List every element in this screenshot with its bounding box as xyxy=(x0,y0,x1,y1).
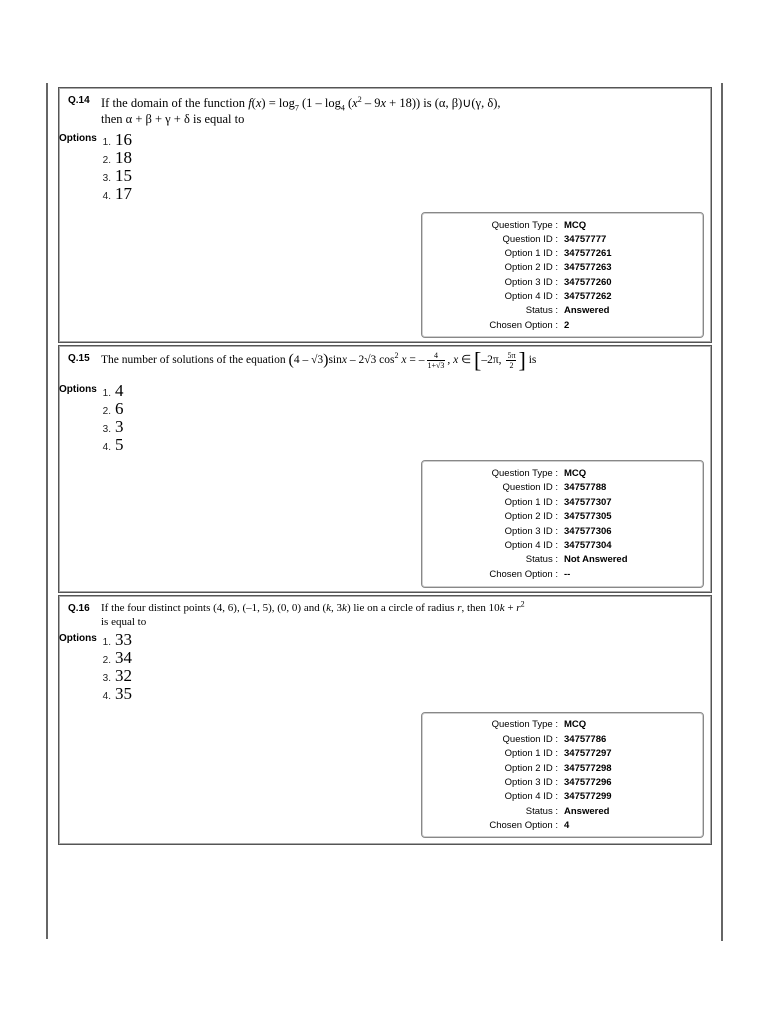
info-option2-id: Option 2 ID : 347577263 xyxy=(504,262,612,273)
question-block-15 xyxy=(58,345,712,593)
info-chosen-option: Chosen Option : 2 xyxy=(489,320,570,331)
info-option1-id: Option 1 ID : 347577307 xyxy=(504,497,612,508)
info-question-type: Question Type : MCQ xyxy=(491,468,587,479)
option-3: 3. 15 xyxy=(102,166,132,185)
page-border-right xyxy=(721,83,723,941)
info-question-type: Question Type : MCQ xyxy=(491,719,587,730)
info-status: Status : Not Answered xyxy=(525,554,628,565)
question-text: If the domain of the function $f(x) = \log_7 (1 - \log_4 (x^2 - 9x + 18))$ is (α, β)∪(γ, δ), then α + β + γ + δ is equal to xyxy=(101,94,501,126)
option-2: 2. 18 xyxy=(102,148,132,167)
option-3: 3. 3 xyxy=(102,417,124,436)
info-status: Status : Answered xyxy=(525,305,610,316)
option-2: 2. 6 xyxy=(102,399,124,418)
question-info-box xyxy=(421,212,704,338)
info-status: Status : Answered xyxy=(525,806,610,817)
question-info-box xyxy=(421,460,704,588)
option-1: 1. 16 xyxy=(102,130,132,149)
info-option2-id: Option 2 ID : 347577305 xyxy=(504,511,612,522)
info-option3-id: Option 3 ID : 347577296 xyxy=(504,777,612,788)
option-1: 1. 4 xyxy=(102,381,124,400)
info-option1-id: Option 1 ID : 347577297 xyxy=(504,748,612,759)
question-number: Q.16 xyxy=(68,603,90,614)
info-option4-id: Option 4 ID : 347577262 xyxy=(504,291,612,302)
fraction: $\frac{5\pi}{2}$ xyxy=(507,350,516,370)
options-label: Options xyxy=(59,133,97,144)
option-4: 4. 5 xyxy=(102,435,124,454)
options-label: Options xyxy=(59,384,97,395)
info-option4-id: Option 4 ID : 347577299 xyxy=(504,791,612,802)
option-2: 2. 34 xyxy=(102,648,132,667)
fraction: $\frac{4}{1+√3}$ xyxy=(427,350,445,370)
info-option2-id: Option 2 ID : 347577298 xyxy=(504,763,612,774)
option-3: 3. 32 xyxy=(102,666,132,685)
question-block-16 xyxy=(58,595,712,845)
info-question-id: Question ID : 34757788 xyxy=(502,482,607,493)
info-question-id: Question ID : 34757777 xyxy=(502,234,607,245)
page-border-left xyxy=(46,83,48,939)
info-question-id: Question ID : 34757786 xyxy=(502,734,607,745)
info-option3-id: Option 3 ID : 347577306 xyxy=(504,526,612,537)
info-question-type: Question Type : MCQ xyxy=(491,220,587,231)
question-block-14 xyxy=(58,87,712,343)
question-text: The number of solutions of the equation (4 – √3)sinx – 2√3 $\cos^2 x$ = – $\frac{4}{1+√3}$ , x ∈ [–2π, $\frac{5\pi}{2}$ ] is xyxy=(101,347,537,373)
info-option3-id: Option 3 ID : 347577260 xyxy=(504,277,612,288)
info-option4-id: Option 4 ID : 347577304 xyxy=(504,540,612,551)
question-number: Q.15 xyxy=(68,353,90,364)
info-option1-id: Option 1 ID : 347577261 xyxy=(504,248,612,259)
info-chosen-option: Chosen Option : 4 xyxy=(489,820,570,831)
question-text: If the four distinct points (4, 6), (–1, 5), (0, 0) and (k, 3k) lie on a circle of radius r, then $10k + r^2$ is equal to xyxy=(101,599,525,628)
option-4: 4. 35 xyxy=(102,684,132,703)
question-info-box xyxy=(421,712,704,838)
option-4: 4. 17 xyxy=(102,184,132,203)
option-1: 1. 33 xyxy=(102,630,132,649)
options-label: Options xyxy=(59,633,97,644)
info-chosen-option: Chosen Option : -- xyxy=(489,569,571,580)
question-number: Q.14 xyxy=(68,95,90,106)
